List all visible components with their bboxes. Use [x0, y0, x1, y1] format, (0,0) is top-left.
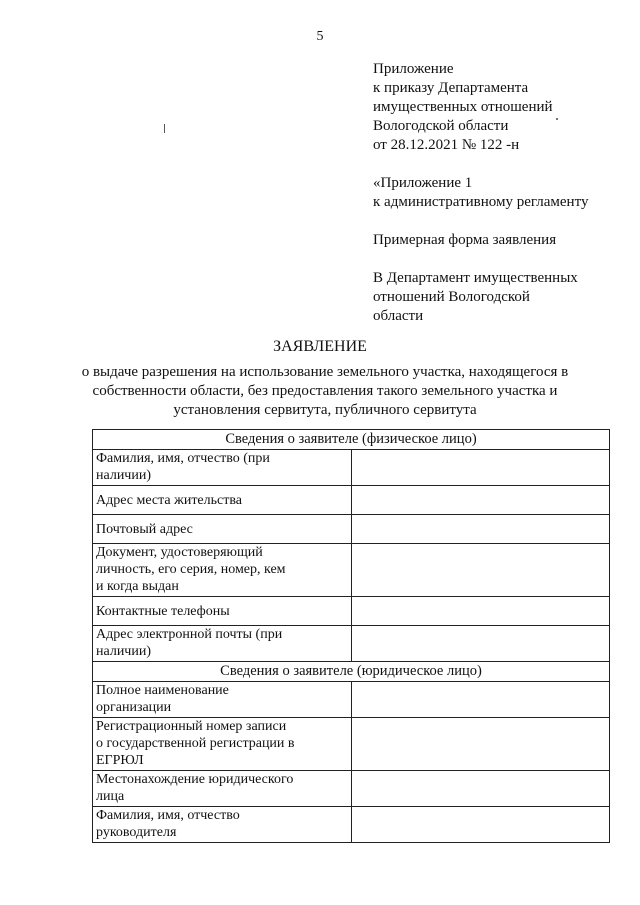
- page-number: 5: [316, 29, 324, 44]
- label-full-name: [93, 450, 352, 486]
- label-line: личность, его серия, номер, кем: [96, 562, 286, 577]
- label-line: наличии): [96, 644, 151, 659]
- label-line: Почтовый адрес: [96, 521, 193, 537]
- form-type: [373, 231, 588, 250]
- table-row: [93, 682, 610, 718]
- table-row: [93, 626, 610, 662]
- scan-mark: [164, 124, 165, 133]
- appendix-header: [373, 60, 588, 155]
- form-type-text: Примерная форма заявления: [373, 232, 557, 248]
- organization-name-field[interactable]: [351, 682, 610, 718]
- section-header-legal: Сведения о заявителе (юридическое лицо): [93, 662, 610, 682]
- document-subtitle: [80, 363, 570, 420]
- label-line: Фамилия, имя, отчество (при: [96, 451, 270, 466]
- label-postal-address: [93, 515, 352, 544]
- residence-address-field[interactable]: [351, 486, 610, 515]
- label-line: и когда выдан: [96, 579, 179, 594]
- document-title: ЗАЯВЛЕНИЕ: [273, 338, 367, 355]
- label-phones: [93, 597, 352, 626]
- recipient-line: отношений Вологодской: [373, 289, 530, 305]
- recipient-line: области: [373, 308, 424, 324]
- identity-document-field[interactable]: [351, 544, 610, 597]
- sub-appendix: [373, 174, 588, 212]
- label-line: Полное наименование: [96, 683, 229, 698]
- table-row: [93, 718, 610, 771]
- label-line: о государственной регистрации в: [96, 736, 295, 751]
- table-row: [93, 450, 610, 486]
- legal-address-field[interactable]: [351, 771, 610, 807]
- label-line: Документ, удостоверяющий: [96, 545, 263, 560]
- appendix-header-line: имущественных отношений: [373, 99, 553, 115]
- appendix-header-line: к приказу Департамента: [373, 80, 529, 96]
- label-line: ЕГРЮЛ: [96, 753, 144, 768]
- appendix-header-line: Приложение: [373, 61, 454, 77]
- applicant-form-table: [92, 429, 610, 843]
- email-field[interactable]: [351, 626, 610, 662]
- director-name-field[interactable]: [351, 807, 610, 843]
- phones-field[interactable]: [351, 597, 610, 626]
- section-header-individual: Сведения о заявителе (физическое лицо): [93, 430, 610, 450]
- label-line: Фамилия, имя, отчество: [96, 808, 240, 823]
- table-row: [93, 807, 610, 843]
- label-residence-address: [93, 486, 352, 515]
- label-line: Адрес электронной почты (при: [96, 627, 283, 642]
- postal-address-field[interactable]: [351, 515, 610, 544]
- full-name-field[interactable]: [351, 450, 610, 486]
- table-row: [93, 771, 610, 807]
- label-email: [93, 626, 352, 662]
- label-registration-number: [93, 718, 352, 771]
- label-identity-document: [93, 544, 352, 597]
- label-line: Регистрационный номер записи: [96, 719, 287, 734]
- label-line: организации: [96, 700, 172, 715]
- label-line: руководителя: [96, 825, 177, 840]
- table-row: [93, 515, 610, 544]
- recipient: [373, 269, 588, 326]
- registration-number-field[interactable]: [351, 718, 610, 771]
- label-organization-name: [93, 682, 352, 718]
- table-row: [93, 597, 610, 626]
- sub-appendix-line: «Приложение 1: [373, 175, 473, 191]
- subtitle-line: собственности области, без предоставления такого земельного участка и: [92, 383, 558, 399]
- appendix-header-line: от 28.12.2021 № 122 -н: [373, 137, 520, 153]
- table-row: [93, 486, 610, 515]
- subtitle-line: о выдаче разрешения на использование земельного участка, находящегося в: [81, 364, 569, 380]
- label-line: Контактные телефоны: [96, 603, 230, 619]
- label-director-name: [93, 807, 352, 843]
- label-legal-address: [93, 771, 352, 807]
- label-line: Местонахождение юридического: [96, 772, 294, 787]
- sub-appendix-line: к административному регламенту: [373, 194, 589, 210]
- label-line: лица: [96, 789, 125, 804]
- label-line: наличии): [96, 468, 151, 483]
- label-line: Адрес места жительства: [96, 492, 242, 508]
- appendix-header-line: Вологодской области: [373, 118, 509, 134]
- recipient-line: В Департамент имущественных: [373, 270, 578, 286]
- appendix-block: [373, 60, 588, 345]
- table-row: [93, 544, 610, 597]
- subtitle-line: установления сервитута, публичного сервитута: [173, 402, 477, 418]
